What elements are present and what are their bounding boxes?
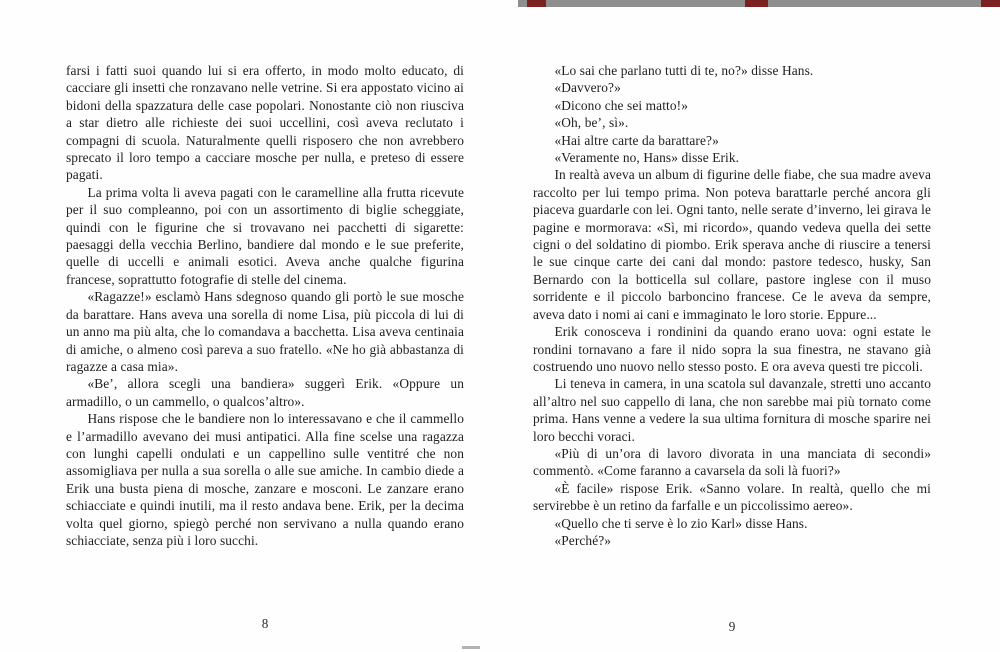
right-page-number: 9 xyxy=(728,619,736,634)
paragraph: «Oh, be’, sì». xyxy=(554,115,629,131)
paragraph: «Lo sai che parlano tutti di te, no?» disse Hans. xyxy=(554,63,814,78)
paragraph: Hans rispose che le bandiere non lo interessavano e che il cammello e l’armadillo avevano dei musi antipatici. Alla fine scelse una ragazza con lunghi capelli ondulati e un cappellino sulle ventitré che non assomigliava per nulla a sua sorella o alle sue amiche. In cambio diede a Erik una busta piena di mosche, zanzare e mosconi. Le zanzare erano schiacciate e quindi inutili, ma il resto andava bene. Erik, per la decima volta quel giorno, spiegò perché non servivano a nulla quando erano schiacciate, senza più i loro succhi. xyxy=(66,411,464,548)
paragraph: «Be’, allora scegli una bandiera» suggerì Erik. «Oppure un armadillo, o un cammello, o qualcos’altro». xyxy=(66,376,464,409)
left-page-number: 8 xyxy=(261,616,269,631)
paragraph: «Davvero?» xyxy=(554,80,621,96)
paragraph: «Ragazze!» esclamò Hans sdegnoso quando gli portò le sue mosche da barattare. Hans aveva una sorella di nome Lisa, più piccola di lui di un anno ma più alta, che lo comandava a bacchetta. Lisa aveva centinaia di amiche, o almeno così pareva a suo fratello. «Ne ho già abbastanza di ragazze a casa mia». xyxy=(66,289,464,374)
right-page xyxy=(533,0,931,652)
paragraph: «Dicono che sei matto!» xyxy=(554,97,689,113)
paragraph: «Perché?» xyxy=(554,532,612,548)
paragraph: «Veramente no, Hans» disse Erik. xyxy=(554,150,740,166)
paragraph: «È facile» rispose Erik. «Sanno volare. In realtà, quello che mi servirebbe è un retino da farfalle e un piccolissimo aereo». xyxy=(533,480,931,514)
left-page-text xyxy=(66,62,464,549)
left-page xyxy=(66,0,464,652)
paragraph: «Quello che ti serve è lo zio Karl» disse Hans. xyxy=(554,515,808,531)
paragraph: Li teneva in camera, in una scatola sul davanzale, stretti uno accanto all’altro nel suo cappello di lana, che non sarebbe mai più tornato come prima. Hans venne a vedere la sua ultima fornitura di mosche sparire nei loro becchi voraci. xyxy=(533,376,931,444)
paragraph: «Più di un’ora di lavoro divorata in una manciata di secondi» commentò. «Come faranno a cavarsela da soli là fuori?» xyxy=(533,445,931,479)
paragraph: In realtà aveva un album di figurine delle fiabe, che sua madre aveva raccolto per lui tempo prima. Non poteva barattarle perché ancora gli piaceva guardarle con lei. Ogni tanto, nelle serate d’inverno, lei girava le pagine e mormorava: «Sì, mi ricordo», quando vedeva quella dei sette cigni o del soldatino di piombo. Erik sperava anche di riuscire a tenersi le sue cinque carte dei cani dal mondo: pastore tedesco, husky, San Bernardo con la botticella sul collare, pastore inglese con il muso sorridente e il piccolo barboncino francese. Ce le aveva da sempre, aveva dato i nomi ai cani e immaginato le loro storie. Eppure... xyxy=(533,167,931,322)
paragraph: Erik conosceva i rondinini da quando erano uova: ogni estate le rondini tornavano a fare il nido sopra la sua finestra, ne stavano già costruendo uno nuovo nello stesso posto. E ora aveva questi tre piccoli. xyxy=(533,324,931,374)
paragraph: farsi i fatti suoi quando lui si era offerto, in modo molto educato, di cacciare gli insetti che ronzavano nelle vetrine. Si era appostato vicino ai bidoni della spazzatura delle case popolari. Nonostante ciò non riusciva a star dietro alle richieste dei suoi uccellini, così aveva reclutato i compagni di scuola. Naturalmente quelli risposero che non avrebbero sprecato il loro tempo a cacciare mosche per nulla, e preteso di essere pagati. xyxy=(66,63,464,183)
right-page-text xyxy=(533,62,931,549)
bottom-dash xyxy=(462,646,480,649)
paragraph: La prima volta li aveva pagati con le caramelline alla frutta ricevute per il suo compleanno, poi con un assortimento di biglie scheggiate, quindi con le figurine che si trovavano nei pacchetti di sigarette: paesaggi della vecchia Berlino, bandiere dal mondo e le sue preferite, quelle di uccelli e animali esotici. Aveva anche qualche figurina francese, soprattutto fotografie di stelle del cinema. xyxy=(66,184,464,287)
paragraph: «Hai altre carte da barattare?» xyxy=(554,132,719,148)
